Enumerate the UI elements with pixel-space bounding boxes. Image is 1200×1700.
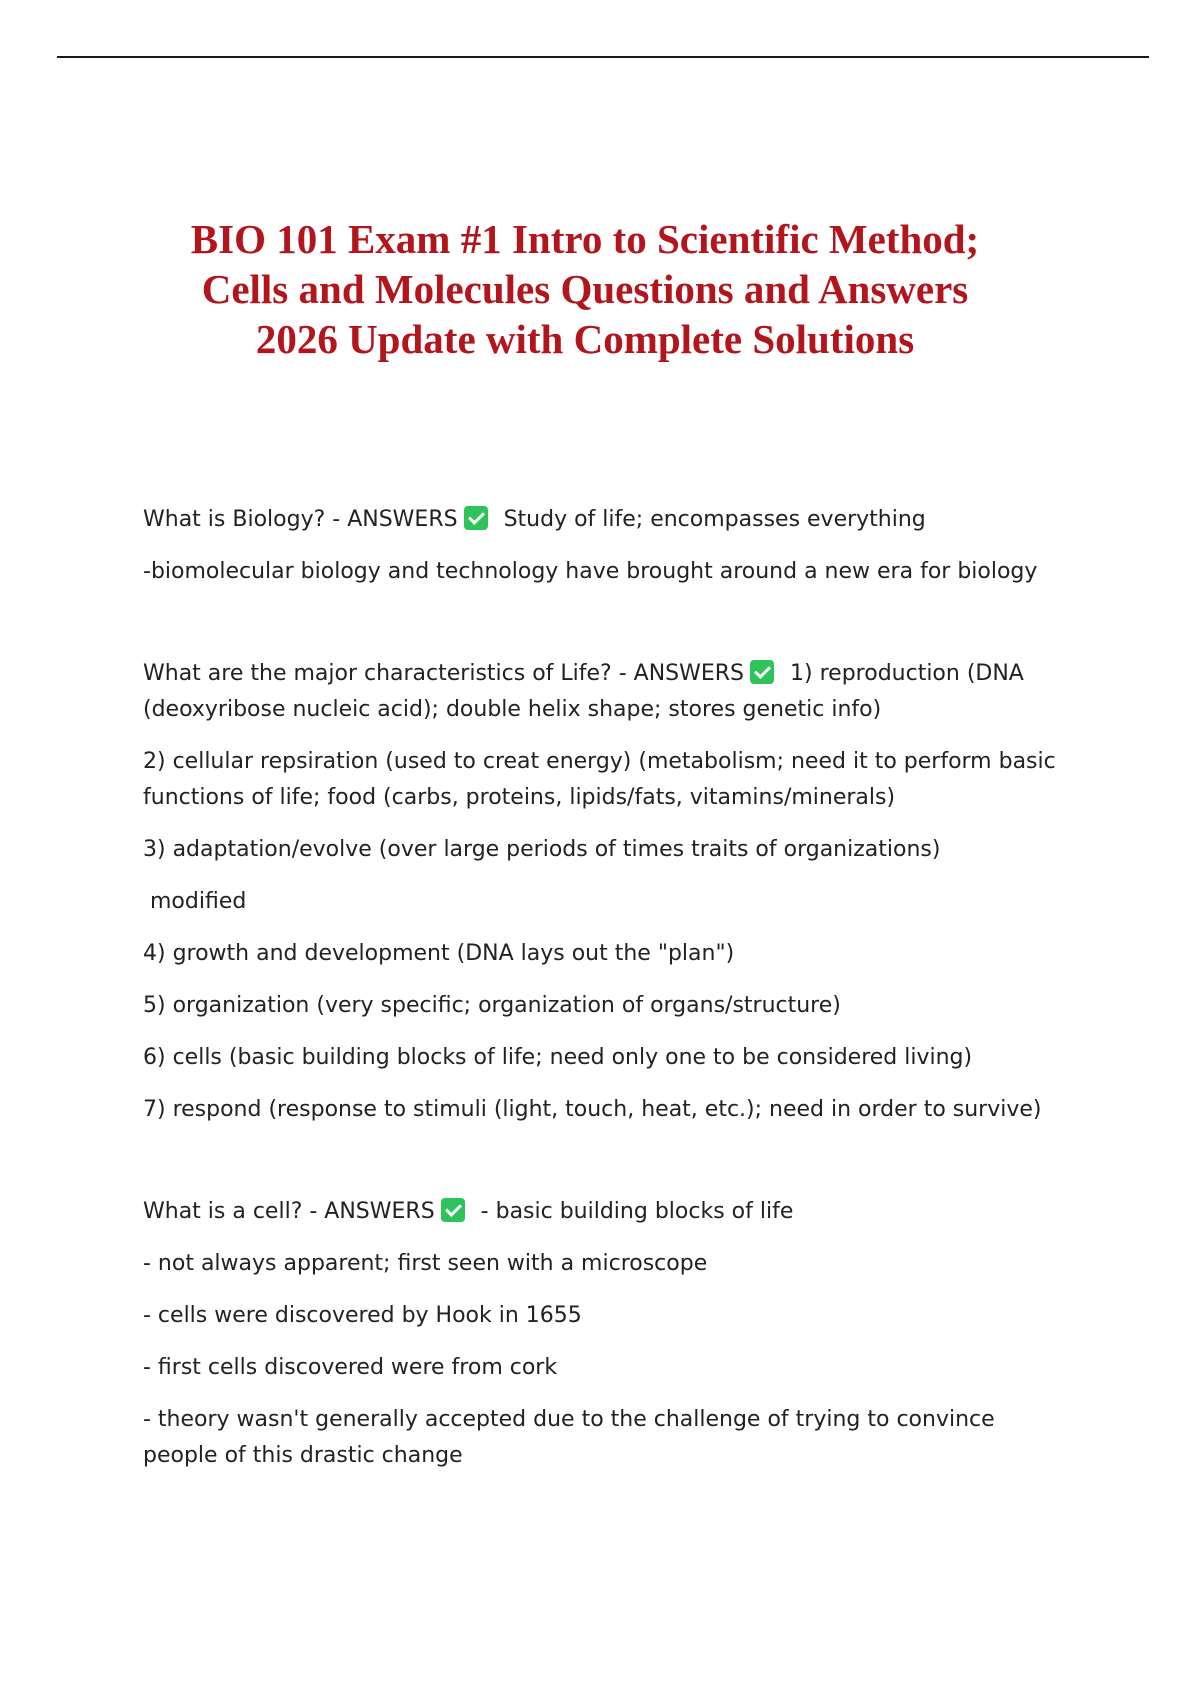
- answer-line: 5) organization (very specific; organization of organs/structure): [143, 993, 841, 1018]
- check-icon: [750, 660, 774, 684]
- check-icon: [441, 1198, 465, 1222]
- answer-line: 7) respond (response to stimuli (light, touch, heat, etc.); need in order to survive): [143, 1097, 1042, 1122]
- answer-text: - basic building blocks of life: [480, 1199, 794, 1224]
- qa-content: [143, 502, 1143, 1474]
- answer-line: - first cells discovered were from cork: [143, 1355, 558, 1380]
- header-rule: [57, 56, 1149, 58]
- answer-line: - cells were discovered by Hook in 1655: [143, 1303, 582, 1328]
- question-text: What are the major characteristics of Life? - ANSWERS: [143, 661, 745, 686]
- answer-line: (deoxyribose nucleic acid); double helix shape; stores genetic info): [143, 697, 882, 722]
- answer-line: - not always apparent; first seen with a microscope: [143, 1251, 708, 1276]
- question-text: What is a cell? - ANSWERS: [143, 1199, 435, 1224]
- answer-line: 3) adaptation/evolve (over large periods of times traits of organizations): [143, 837, 941, 862]
- answer-line: functions of life; food (carbs, proteins, lipids/fats, vitamins/minerals): [143, 785, 896, 810]
- title-line: Cells and Molecules Questions and Answers: [201, 266, 969, 312]
- answer-line: -biomolecular biology and technology have brought around a new era for biology: [143, 559, 1038, 584]
- qa-item-characteristics: [143, 656, 1143, 1128]
- qa-item-biology: [143, 502, 1143, 590]
- answer-line: modified: [143, 889, 247, 914]
- answer-line: 6) cells (basic building blocks of life; need only one to be considered living): [143, 1045, 973, 1070]
- question-line: [143, 656, 1143, 692]
- answer-line: - theory wasn't generally accepted due to the challenge of trying to convince: [143, 1407, 995, 1432]
- question-text: What is Biology? - ANSWERS: [143, 507, 458, 532]
- answer-text: 1) reproduction (DNA: [790, 661, 1024, 686]
- title-line: 2026 Update with Complete Solutions: [255, 316, 915, 362]
- check-icon: [464, 506, 488, 530]
- question-line: [143, 502, 1143, 538]
- answer-line: 2) cellular repsiration (used to creat energy) (metabolism; need it to perform basic: [143, 749, 1056, 774]
- answer-text: Study of life; encompasses everything: [503, 507, 926, 532]
- answer-line: 4) growth and development (DNA lays out the "plan"): [143, 941, 735, 966]
- document-title: [100, 214, 1070, 364]
- qa-item-cell: [143, 1194, 1143, 1474]
- question-line: [143, 1194, 1143, 1230]
- answer-line: people of this drastic change: [143, 1443, 463, 1468]
- title-line: BIO 101 Exam #1 Intro to Scientific Method;: [190, 216, 980, 262]
